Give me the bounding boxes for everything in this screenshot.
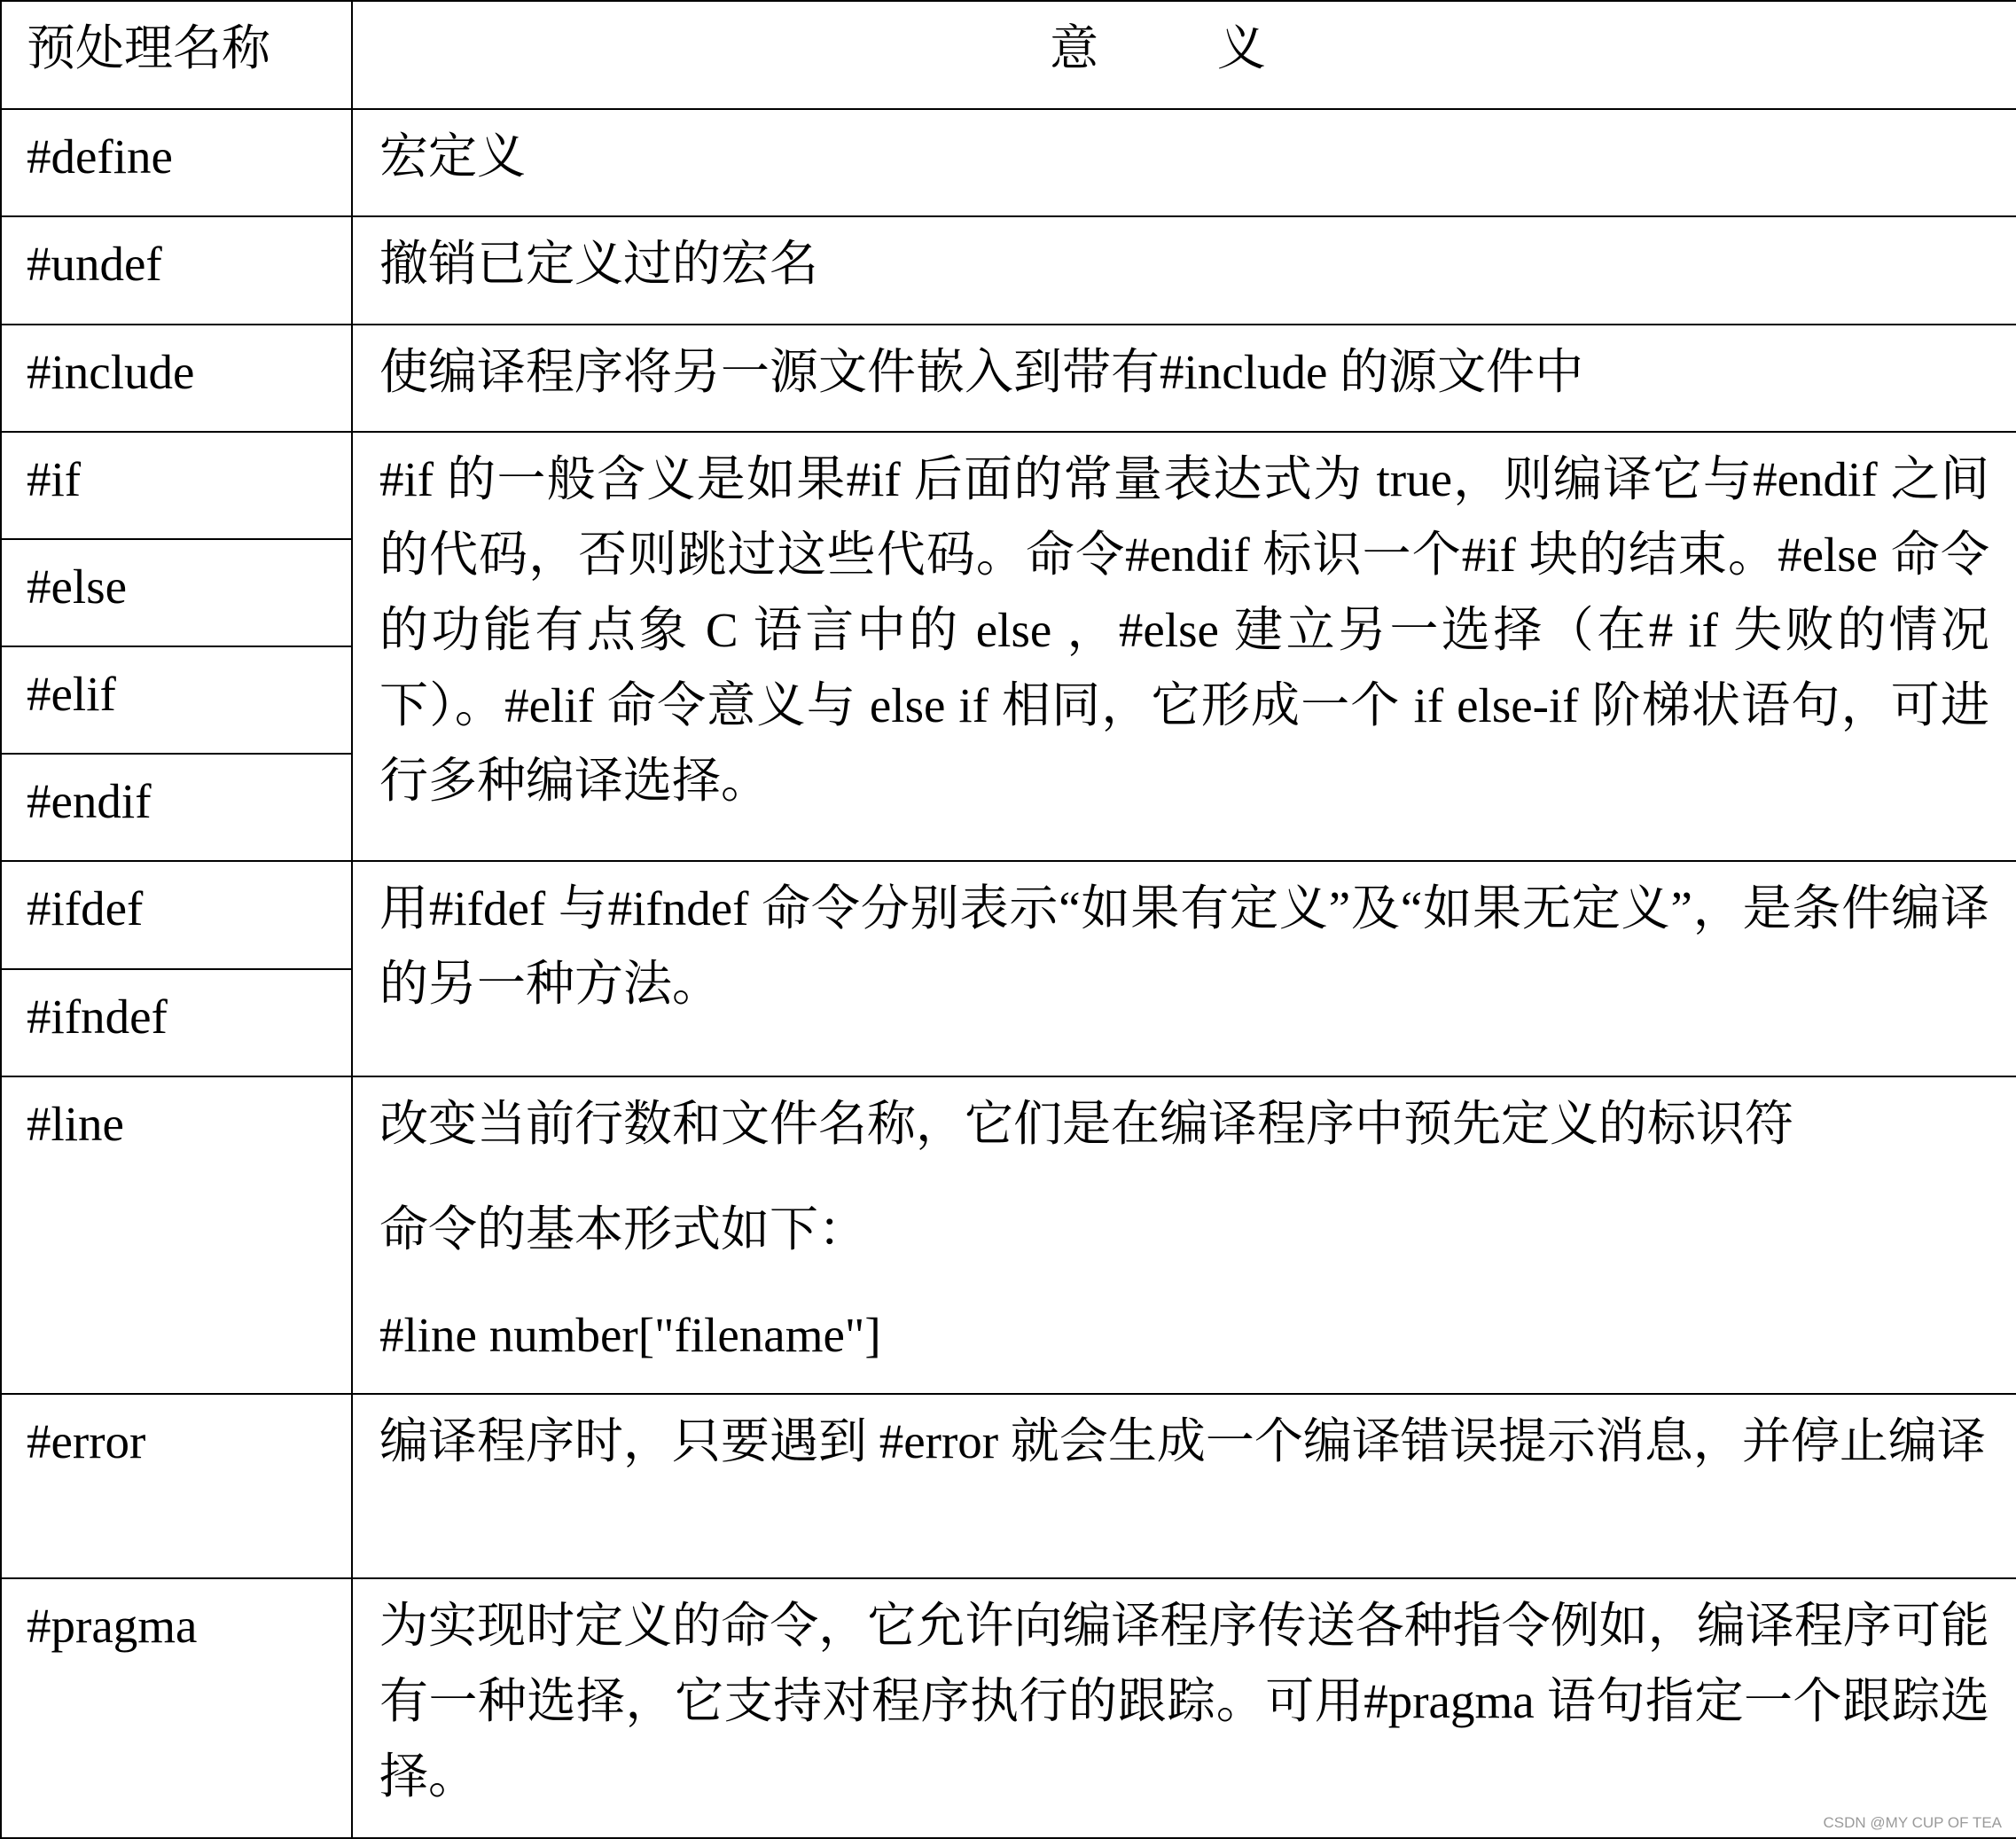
directive-name: #error xyxy=(1,1394,352,1578)
directive-meaning: 撤销已定义过的宏名 xyxy=(352,216,2016,325)
table-row xyxy=(1,432,2016,539)
directive-name: #ifdef xyxy=(1,861,352,969)
directive-name: #ifndef xyxy=(1,969,352,1076)
directive-name: #undef xyxy=(1,216,352,325)
directive-meaning: 用#ifdef 与#ifndef 命令分别表示“如果有定义”及“如果无定义”，是条件编译的另一种方法。 xyxy=(352,861,2016,1076)
table-row xyxy=(1,109,2016,216)
directive-meaning: 宏定义 xyxy=(352,109,2016,216)
table-row xyxy=(1,216,2016,325)
directive-name: #include xyxy=(1,325,352,432)
table-row xyxy=(1,1076,2016,1394)
header-name-cell: 预处理名称 xyxy=(1,1,352,109)
table-row xyxy=(1,325,2016,432)
directive-meaning: 使编译程序将另一源文件嵌入到带有#include 的源文件中 xyxy=(352,325,2016,432)
directive-name: #elif xyxy=(1,646,352,754)
directive-name: #line xyxy=(1,1076,352,1394)
table-row xyxy=(1,1394,2016,1578)
watermark: CSDN @MY CUP OF TEA xyxy=(1823,1814,2002,1831)
header-row xyxy=(1,1,2016,109)
directive-name: #define xyxy=(1,109,352,216)
table-row xyxy=(1,861,2016,969)
table-row xyxy=(1,1578,2016,1838)
directive-name: #endif xyxy=(1,754,352,861)
directive-name: #pragma xyxy=(1,1578,352,1838)
directive-meaning: 编译程序时，只要遇到 #error 就会生成一个编译错误提示消息，并停止编译 xyxy=(352,1394,2016,1578)
directive-meaning xyxy=(352,1076,2016,1394)
directive-meaning: #if 的一般含义是如果#if 后面的常量表达式为 true，则编译它与#endif 之间的代码，否则跳过这些代码。命令#endif 标识一个#if 块的结束。#else 命令的功能有点象 C 语言中的 else ，#else 建立另一选择（在# if 失败的情况下）。#elif 命令意义与 else if 相同，它形成一个 if else-if 阶梯状语句，可进行多种编译选择。 xyxy=(352,432,2016,861)
directive-name: #else xyxy=(1,539,352,646)
meaning-line: 改变当前行数和文件名称，它们是在编译程序中预先定义的标识符 xyxy=(379,1097,1794,1151)
header-meaning-cell: 意 义 xyxy=(352,1,2016,109)
meaning-line: #line number["filename"] xyxy=(379,1308,881,1362)
directive-meaning: 为实现时定义的命令，它允许向编译程序传送各种指令例如，编译程序可能有一种选择，它支持对程序执行的跟踪。可用#pragma 语句指定一个跟踪选择。 xyxy=(352,1578,2016,1838)
directive-name: #if xyxy=(1,432,352,539)
meaning-line: 命令的基本形式如下： xyxy=(379,1202,868,1256)
